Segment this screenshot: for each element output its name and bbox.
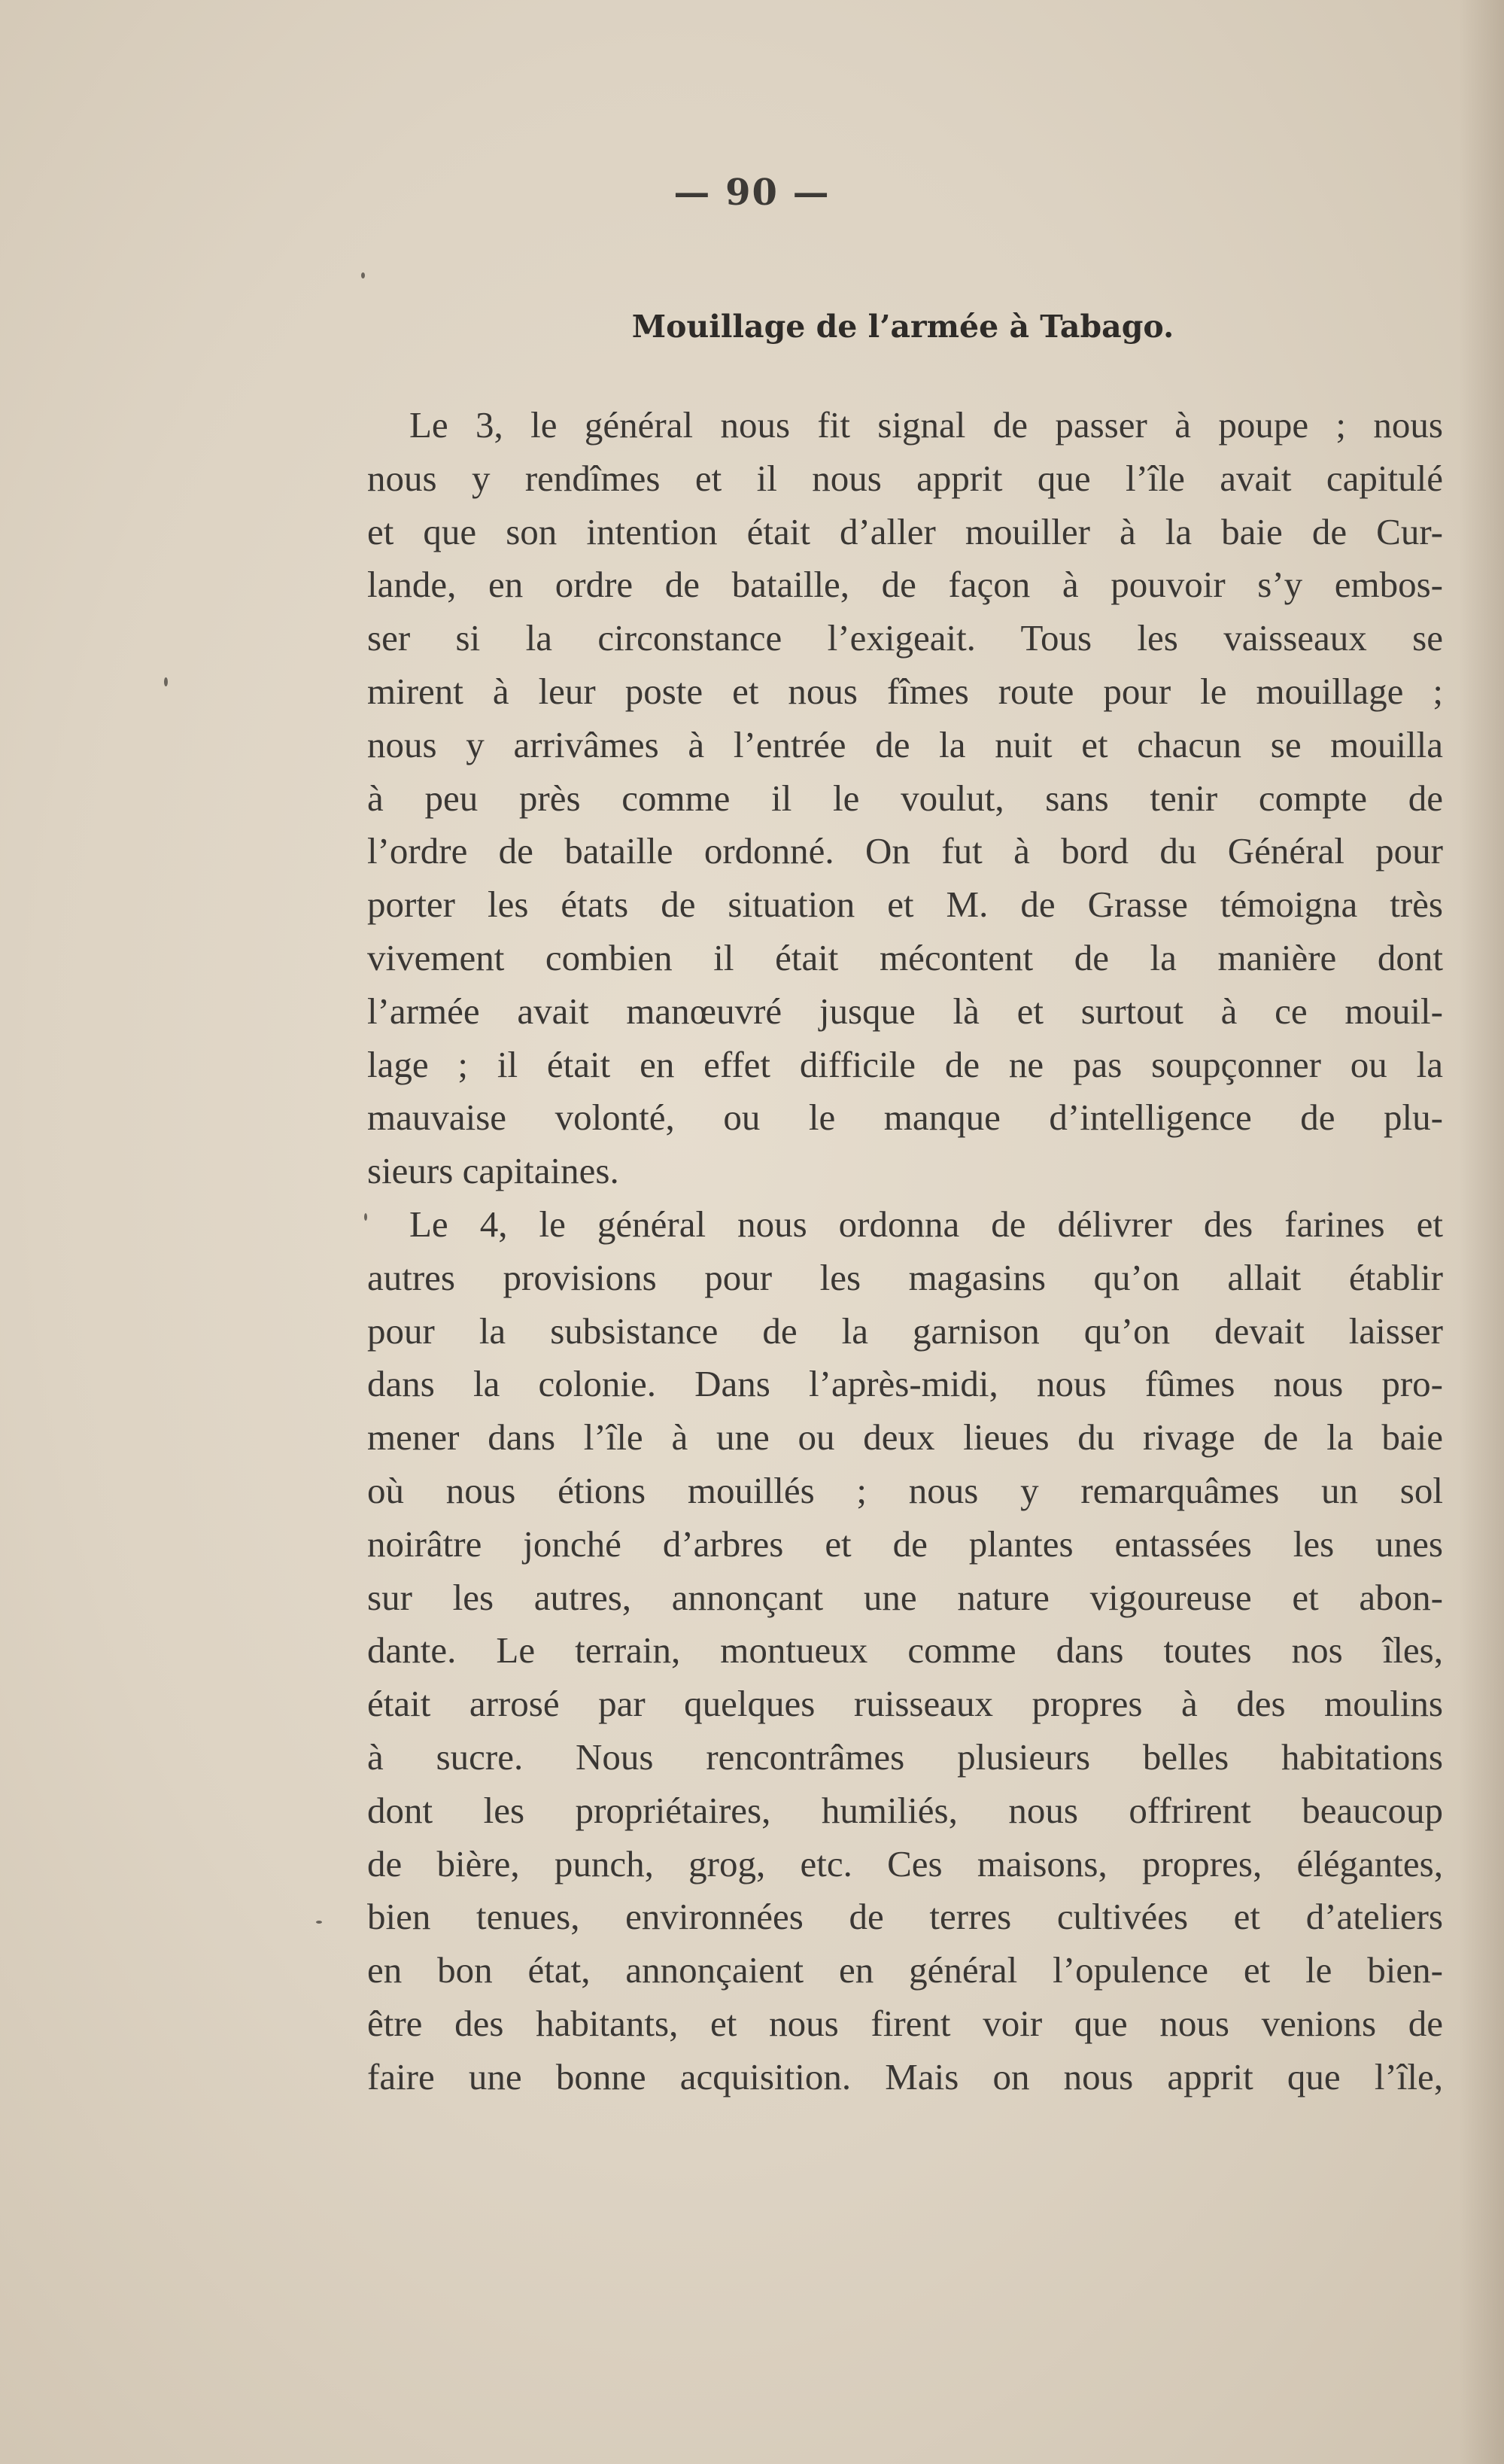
text-line: dante. Le terrain, montueux comme dans toutes nos îles, <box>367 1629 1443 1672</box>
text-line: mauvaise volonté, ou le manque d’intelligence de plu- <box>367 1097 1443 1139</box>
section-title: Mouillage de l’armée à Tabago. <box>631 309 1174 345</box>
text-line: ser si la circonstance l’exigeait. Tous les vaisseaux se <box>367 617 1443 659</box>
text-line: l’armée avait manœuvré jusque là et surtout à ce mouil- <box>367 990 1443 1032</box>
text-line: être des habitants, et nous firent voir que nous venions de <box>367 2002 1443 2044</box>
page-edge-shadow <box>1459 0 1504 2464</box>
text-line: à peu près comme il le voulut, sans tenir compte de <box>367 777 1443 819</box>
text-line: Le 4, le général nous ordonna de délivrer des farines et <box>409 1203 1443 1245</box>
text-line: mirent à leur poste et nous fîmes route pour le mouillage ; <box>367 670 1443 712</box>
text-line: nous y rendîmes et il nous apprit que l’île avait capitulé <box>367 457 1443 499</box>
paper-speck <box>316 1921 322 1924</box>
text-line: lage ; il était en effet difficile de ne pas soupçonner ou la <box>367 1043 1443 1085</box>
body-text <box>367 399 1443 2104</box>
text-line: dont les propriétaires, humiliés, nous offrirent beaucoup <box>367 1789 1443 1831</box>
text-line: sur les autres, annonçant une nature vigoureuse et abon- <box>367 1576 1443 1618</box>
paper-speck <box>164 677 168 686</box>
text-line: bien tenues, environnées de terres cultivées et d’ateliers <box>367 1896 1443 1938</box>
text-line: où nous étions mouillés ; nous y remarquâmes un sol <box>367 1469 1443 1511</box>
text-line: sieurs capitaines. <box>367 1150 619 1192</box>
text-line: porter les états de situation et M. de Grasse témoigna très <box>367 884 1443 926</box>
text-line: dans la colonie. Dans l’après-midi, nous fûmes nous pro- <box>367 1363 1443 1405</box>
text-line: pour la subsistance de la garnison qu’on devait laisser <box>367 1310 1443 1352</box>
text-line: autres provisions pour les magasins qu’on allait établir <box>367 1256 1443 1298</box>
text-line: noirâtre jonché d’arbres et de plantes entassées les unes <box>367 1523 1443 1565</box>
text-line: vivement combien il était mécontent de la manière dont <box>367 936 1443 978</box>
paper-speck <box>361 272 365 278</box>
text-line: lande, en ordre de bataille, de façon à pouvoir s’y embos- <box>367 564 1443 606</box>
text-line: l’ordre de bataille ordonné. On fut à bord du Général pour <box>367 830 1443 872</box>
text-line: en bon état, annonçaient en général l’opulence et le bien- <box>367 1949 1443 1991</box>
text-line: était arrosé par quelques ruisseaux propres à des moulins <box>367 1683 1443 1725</box>
page-number: — 90 — <box>673 172 831 214</box>
text-line: de bière, punch, grog, etc. Ces maisons, propres, élégantes, <box>367 1842 1443 1885</box>
text-line: et que son intention était d’aller mouiller à la baie de Cur- <box>367 510 1443 552</box>
text-line: faire une bonne acquisition. Mais on nous apprit que l’île, <box>367 2055 1443 2097</box>
text-line: à sucre. Nous rencontrâmes plusieurs belles habitations <box>367 1735 1443 1778</box>
text-line: Le 3, le général nous fit signal de passer à poupe ; nous <box>409 404 1443 446</box>
text-line: nous y arrivâmes à l’entrée de la nuit et chacun se mouilla <box>367 723 1443 765</box>
text-line: mener dans l’île à une ou deux lieues du rivage de la baie <box>367 1416 1443 1459</box>
